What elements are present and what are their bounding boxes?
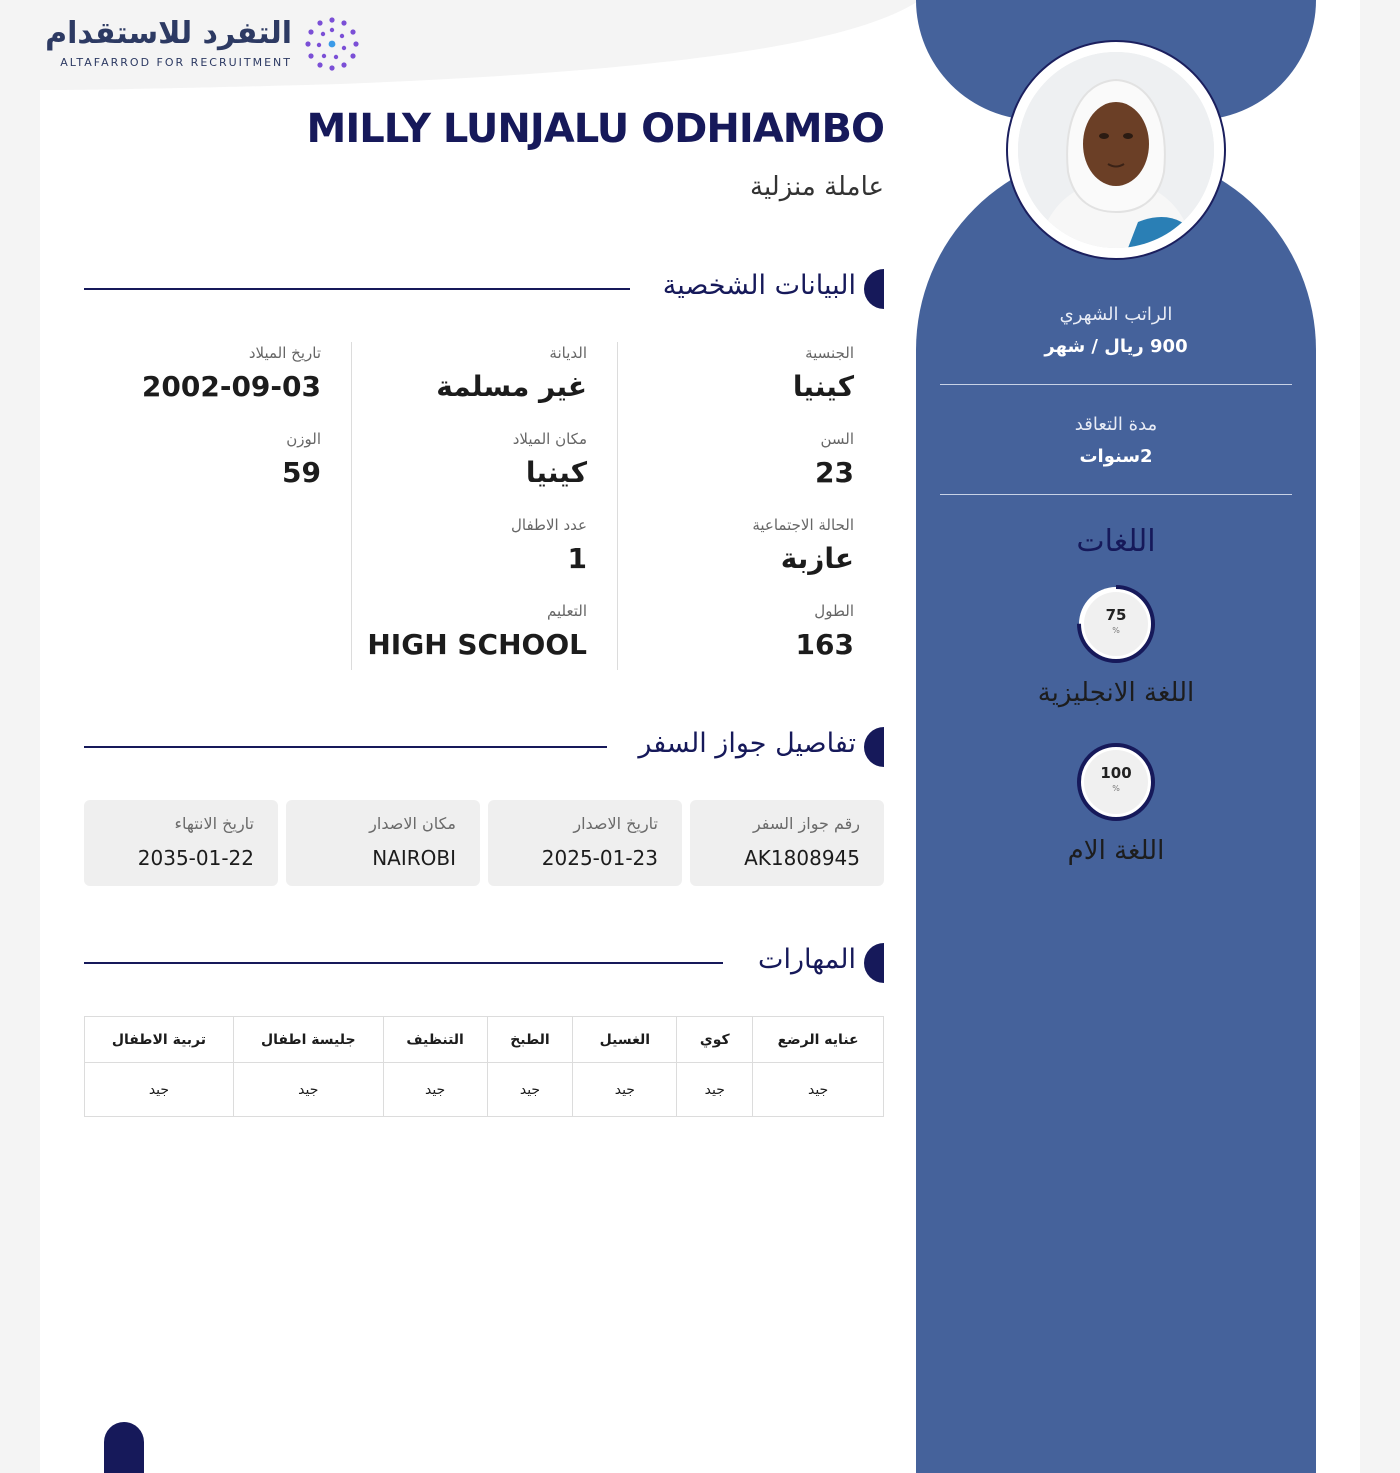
skill-header: الطبخ xyxy=(487,1017,573,1063)
languages-title: اللغات xyxy=(1076,524,1156,559)
passport-value: AK1808945 xyxy=(744,846,860,870)
personal-column-3 xyxy=(86,342,352,670)
passport-value: 2025-01-23 xyxy=(541,846,658,870)
field-value: كينيا xyxy=(792,370,854,403)
field-religion xyxy=(436,344,587,403)
section-title: البيانات الشخصية xyxy=(662,270,856,301)
passport-number-card xyxy=(690,800,884,886)
salary-value: 900 ريال / شهر xyxy=(1044,336,1188,357)
personal-column-2 xyxy=(352,342,618,670)
field-label: تاريخ الميلاد xyxy=(248,344,321,362)
english-percent: 75 xyxy=(1105,606,1127,624)
avatar-frame xyxy=(1006,40,1226,260)
company-logo xyxy=(45,14,360,74)
field-children xyxy=(511,516,587,575)
field-value: 23 xyxy=(815,456,854,489)
field-value: HIGH SCHOOL xyxy=(367,628,587,661)
section-header-personal xyxy=(84,268,884,310)
sidebar-divider xyxy=(940,384,1292,385)
section-cap xyxy=(864,727,884,767)
field-label: السن xyxy=(820,430,854,448)
field-label: الديانة xyxy=(549,344,587,362)
cv-page xyxy=(40,0,1360,1473)
field-label: التعليم xyxy=(547,602,587,620)
sidebar xyxy=(916,0,1316,1473)
section-title: تفاصيل جواز السفر xyxy=(638,728,856,759)
skill-header: التنظيف xyxy=(383,1017,487,1063)
skills-table xyxy=(84,1016,884,1117)
english-level-gauge xyxy=(1074,582,1158,666)
sidebar-divider xyxy=(940,494,1292,495)
field-marital-status xyxy=(752,516,854,575)
passport-label: تاريخ الاصدار xyxy=(573,814,658,833)
language-english-name: اللغة الانجليزية xyxy=(1037,678,1195,708)
section-cap xyxy=(864,269,884,309)
skill-header: الغسيل xyxy=(573,1017,677,1063)
skill-value: جيد xyxy=(573,1063,677,1117)
contract-label: مدة التعاقد xyxy=(1074,414,1158,435)
section-line xyxy=(84,288,630,290)
skill-value: جيد xyxy=(233,1063,383,1117)
passport-value: NAIROBI xyxy=(372,846,456,870)
passport-expiry-card xyxy=(84,800,278,886)
passport-label: مكان الاصدار xyxy=(369,814,456,833)
section-line xyxy=(84,962,723,964)
skill-header: جليسة اطفال xyxy=(233,1017,383,1063)
field-age xyxy=(815,430,854,489)
field-birthdate xyxy=(142,344,321,403)
field-value: 2002-09-03 xyxy=(141,370,321,403)
section-title: المهارات xyxy=(758,944,856,975)
field-label: مكان الميلاد xyxy=(512,430,587,448)
skill-value: جيد xyxy=(753,1063,884,1117)
passport-label: تاريخ الانتهاء xyxy=(174,814,254,833)
field-label: الوزن xyxy=(286,430,321,448)
section-header-skills xyxy=(84,942,884,984)
decorative-bottom-tab xyxy=(104,1422,144,1473)
field-value: عازبة xyxy=(780,542,854,575)
field-value: 163 xyxy=(795,628,854,661)
section-line xyxy=(84,746,607,748)
candidate-name: MILLY LUNJALU ODHIAMBO xyxy=(306,106,884,152)
field-height xyxy=(796,602,854,661)
skill-header: تربية الاطفال xyxy=(85,1017,234,1063)
passport-issue-place-card xyxy=(286,800,480,886)
logo-text-arabic: التفرد للاستقدام xyxy=(45,16,292,51)
field-education xyxy=(367,602,587,661)
skill-value: جيد xyxy=(487,1063,573,1117)
skills-header-row xyxy=(85,1017,884,1063)
section-header-passport xyxy=(84,726,884,768)
field-weight xyxy=(282,430,321,489)
field-label: الطول xyxy=(814,602,854,620)
personal-column-1 xyxy=(618,342,884,670)
logo-text-english: ALTAFARROD FOR RECRUITMENT xyxy=(60,56,292,69)
contract-value: 2سنوات xyxy=(1079,446,1153,467)
salary-label: الراتب الشهري xyxy=(1059,304,1173,325)
avatar xyxy=(1018,52,1214,248)
language-native-name: اللغة الام xyxy=(1067,836,1165,866)
field-value: كينيا xyxy=(525,456,587,489)
section-cap xyxy=(864,943,884,983)
skills-value-row xyxy=(85,1063,884,1117)
passport-value: 2035-01-22 xyxy=(137,846,254,870)
percent-unit: % xyxy=(1112,784,1120,793)
skill-value: جيد xyxy=(85,1063,234,1117)
job-title: عاملة منزلية xyxy=(750,172,884,202)
field-label: الحالة الاجتماعية xyxy=(752,516,854,534)
passport-label: رقم جواز السفر xyxy=(752,814,860,833)
field-label: الجنسية xyxy=(805,344,854,362)
field-value: 59 xyxy=(282,456,321,489)
field-value: 1 xyxy=(567,542,587,575)
passport-issue-date-card xyxy=(488,800,682,886)
percent-unit: % xyxy=(1112,626,1120,635)
field-birthplace xyxy=(513,430,587,489)
field-nationality xyxy=(793,344,854,403)
logo-dots-icon xyxy=(304,16,360,72)
skill-header: عنايه الرضع xyxy=(753,1017,884,1063)
native-level-gauge xyxy=(1074,740,1158,824)
skill-value: جيد xyxy=(677,1063,753,1117)
field-label: عدد الاطفال xyxy=(511,516,587,534)
field-value: غير مسلمة xyxy=(436,370,587,403)
skill-header: كوي xyxy=(677,1017,753,1063)
skill-value: جيد xyxy=(383,1063,487,1117)
native-percent: 100 xyxy=(1100,764,1132,782)
